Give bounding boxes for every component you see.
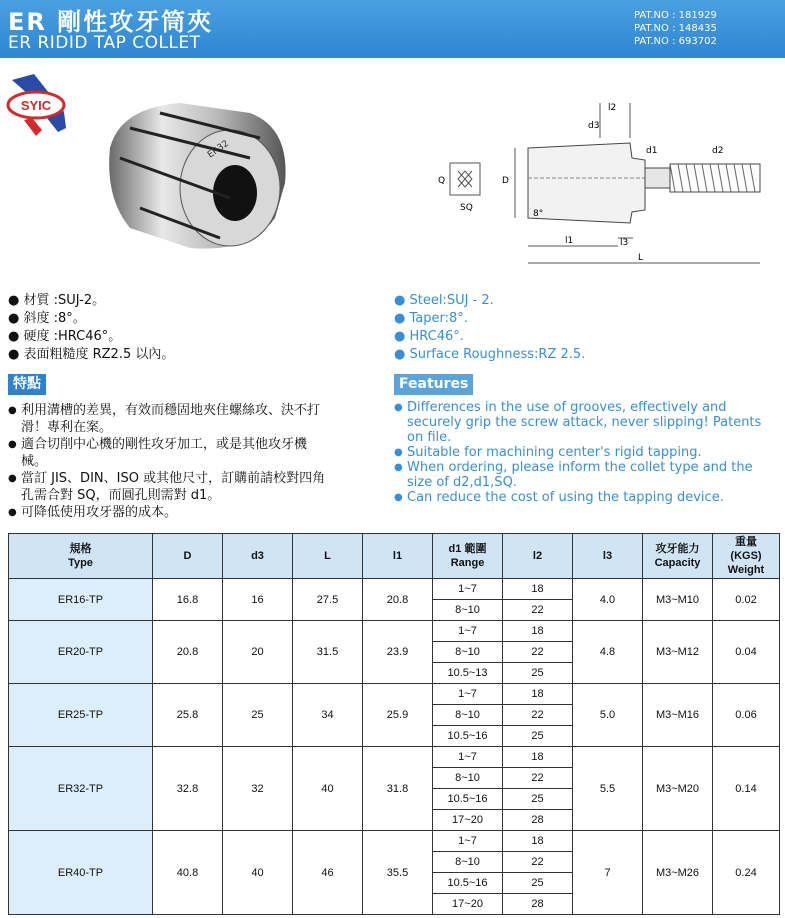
cell-weight: 0.24	[713, 831, 780, 915]
cell-d: 20.8	[153, 621, 223, 684]
cell-range: 8~10	[433, 852, 503, 873]
cell-l2: 25	[503, 873, 573, 894]
spec-line: ● Steel:SUJ - 2.	[394, 293, 494, 308]
cell-l1: 35.5	[363, 831, 433, 915]
spec-table	[8, 533, 780, 915]
spec-line: ● 材質 :SUJ-2。	[8, 293, 106, 308]
cell-l2: 18	[503, 579, 573, 600]
cell-weight: 0.06	[713, 684, 780, 747]
patent-number: PAT.NO : 693702	[634, 36, 717, 47]
cell-d: 16.8	[153, 579, 223, 621]
feature-item: ● When ordering, please inform the collet type and the size of d2,d1,SQ.	[394, 460, 774, 490]
cell-range: 17~20	[433, 894, 503, 915]
cell-d: 25.8	[153, 684, 223, 747]
cell-capacity: M3~M10	[643, 579, 713, 621]
cell-type: ER32-TP	[9, 747, 153, 831]
cell-range: 8~10	[433, 768, 503, 789]
cell-l2: 25	[503, 663, 573, 684]
patent-number: PAT.NO : 181929	[634, 10, 717, 21]
cell-range: 1~7	[433, 684, 503, 705]
cell-range: 1~7	[433, 831, 503, 852]
cell-l2: 22	[503, 600, 573, 621]
logo-text: SYIC	[20, 98, 52, 113]
cell-capacity: M3~M20	[643, 747, 713, 831]
cell-type: ER20-TP	[9, 621, 153, 684]
cell-d3: 32	[223, 747, 293, 831]
cell-range: 17~20	[433, 810, 503, 831]
col-header-l2: l2	[503, 534, 573, 579]
title-en: ER RIDID TAP COLLET	[8, 33, 201, 53]
cell-l: 31.5	[293, 621, 363, 684]
cell-l2: 28	[503, 810, 573, 831]
svg-text:d3: d3	[588, 121, 600, 131]
col-header-l: L	[293, 534, 363, 579]
svg-text:l1: l1	[565, 236, 574, 246]
col-header-d3: d3	[223, 534, 293, 579]
cell-l2: 25	[503, 726, 573, 747]
specs-en	[394, 292, 585, 364]
table-row	[9, 579, 780, 600]
col-header-type: 規格 Type	[9, 534, 153, 579]
page-header	[0, 0, 785, 58]
cell-weight: 0.02	[713, 579, 780, 621]
spec-line: ● 斜度 :8°。	[8, 311, 86, 326]
cell-range: 10.5~16	[433, 726, 503, 747]
cell-l2: 18	[503, 831, 573, 852]
features-en	[394, 400, 774, 505]
cell-l3: 5.5	[573, 747, 643, 831]
cell-range: 10.5~16	[433, 873, 503, 894]
cell-d3: 25	[223, 684, 293, 747]
table-row	[9, 747, 780, 768]
cell-range: 1~7	[433, 747, 503, 768]
col-header-weight: 重量 (KGS) Weight	[713, 534, 780, 579]
col-header-l3: l3	[573, 534, 643, 579]
table-row	[9, 684, 780, 705]
technical-drawing	[420, 98, 780, 270]
cell-type: ER25-TP	[9, 684, 153, 747]
cell-range: 1~7	[433, 579, 503, 600]
feature-item: ● Can reduce the cost of using the tapping device.	[394, 490, 774, 505]
cell-l3: 4.8	[573, 621, 643, 684]
features-cn-title: 特點	[8, 374, 46, 395]
cell-type: ER16-TP	[9, 579, 153, 621]
syic-logo	[6, 72, 70, 138]
spec-line: ● HRC46°.	[394, 329, 464, 344]
cell-l: 40	[293, 747, 363, 831]
cell-l3: 5.0	[573, 684, 643, 747]
cell-l2: 28	[503, 894, 573, 915]
cell-l: 34	[293, 684, 363, 747]
col-header-range: d1 範圍 Range	[433, 534, 503, 579]
features-en-title: Features	[394, 374, 473, 395]
cell-d3: 16	[223, 579, 293, 621]
spec-line: ● Taper:8°.	[394, 311, 468, 326]
cell-l2: 22	[503, 852, 573, 873]
cell-type: ER40-TP	[9, 831, 153, 915]
svg-text:D: D	[502, 176, 509, 186]
photo-marking: ER32	[205, 138, 231, 161]
cell-capacity: M3~M26	[643, 831, 713, 915]
cell-d3: 20	[223, 621, 293, 684]
feature-item: ● 適合切削中心機的剛性攻牙加工，或是其他攻牙機械。	[8, 436, 326, 470]
col-header-capacity: 攻牙能力 Capacity	[643, 534, 713, 579]
table-row	[9, 621, 780, 642]
cell-l2: 18	[503, 684, 573, 705]
svg-text:L: L	[638, 253, 644, 263]
svg-text:d2: d2	[712, 146, 724, 156]
svg-text:l2: l2	[608, 103, 617, 113]
svg-text:Q: Q	[438, 176, 446, 186]
col-header-l1: l1	[363, 534, 433, 579]
collet-photo	[100, 88, 295, 258]
table-header-row	[9, 534, 780, 579]
cell-d: 40.8	[153, 831, 223, 915]
cell-l: 27.5	[293, 579, 363, 621]
cell-l: 46	[293, 831, 363, 915]
cell-l2: 22	[503, 705, 573, 726]
table-row	[9, 831, 780, 852]
cell-range: 1~7	[433, 621, 503, 642]
cell-d3: 40	[223, 831, 293, 915]
svg-text:8°: 8°	[533, 209, 544, 219]
svg-text:l3: l3	[620, 238, 629, 248]
spec-line: ● Surface Roughness:RZ 2.5.	[394, 347, 586, 362]
patent-number: PAT.NO : 148435	[634, 23, 717, 34]
svg-text:SQ: SQ	[460, 203, 473, 213]
col-header-d: D	[153, 534, 223, 579]
cell-l2: 22	[503, 642, 573, 663]
spec-line: ● 表面粗糙度 RZ2.5 以內。	[8, 347, 175, 362]
cell-range: 8~10	[433, 642, 503, 663]
cell-l2: 18	[503, 747, 573, 768]
feature-item: ● Suitable for machining center's rigid tapping.	[394, 445, 774, 460]
cell-l2: 25	[503, 789, 573, 810]
cell-l3: 7	[573, 831, 643, 915]
svg-text:d1: d1	[646, 146, 658, 156]
title-cn: ER 剛性攻牙筒夾	[8, 8, 214, 36]
cell-l3: 4.0	[573, 579, 643, 621]
specs-cn	[8, 292, 174, 364]
feature-item: ● 當訂 JIS、DIN、ISO 或其他尺寸，訂購前請校對四角孔需合對 SQ，而圓孔則需對 d1。	[8, 470, 326, 504]
cell-weight: 0.14	[713, 747, 780, 831]
features-cn	[8, 402, 326, 521]
cell-range: 8~10	[433, 705, 503, 726]
feature-item: ● 利用溝槽的差異，有效而穩固地夾住螺絲攻、決不打滑！專利在案。	[8, 402, 326, 436]
cell-l1: 25.9	[363, 684, 433, 747]
cell-d: 32.8	[153, 747, 223, 831]
cell-capacity: M3~M12	[643, 621, 713, 684]
cell-l1: 31.8	[363, 747, 433, 831]
feature-item: ● Differences in the use of grooves, effectively and securely grip the screw attack, never slipping! Patents on file.	[394, 400, 774, 445]
cell-capacity: M3~M16	[643, 684, 713, 747]
cell-l1: 23.9	[363, 621, 433, 684]
cell-l2: 22	[503, 768, 573, 789]
feature-item: ● 可降低使用攻牙器的成本。	[8, 504, 326, 521]
cell-weight: 0.04	[713, 621, 780, 684]
cell-range: 10.5~16	[433, 789, 503, 810]
spec-line: ● 硬度 :HRC46°。	[8, 329, 122, 344]
cell-range: 8~10	[433, 600, 503, 621]
cell-l2: 18	[503, 621, 573, 642]
cell-l1: 20.8	[363, 579, 433, 621]
cell-range: 10.5~13	[433, 663, 503, 684]
